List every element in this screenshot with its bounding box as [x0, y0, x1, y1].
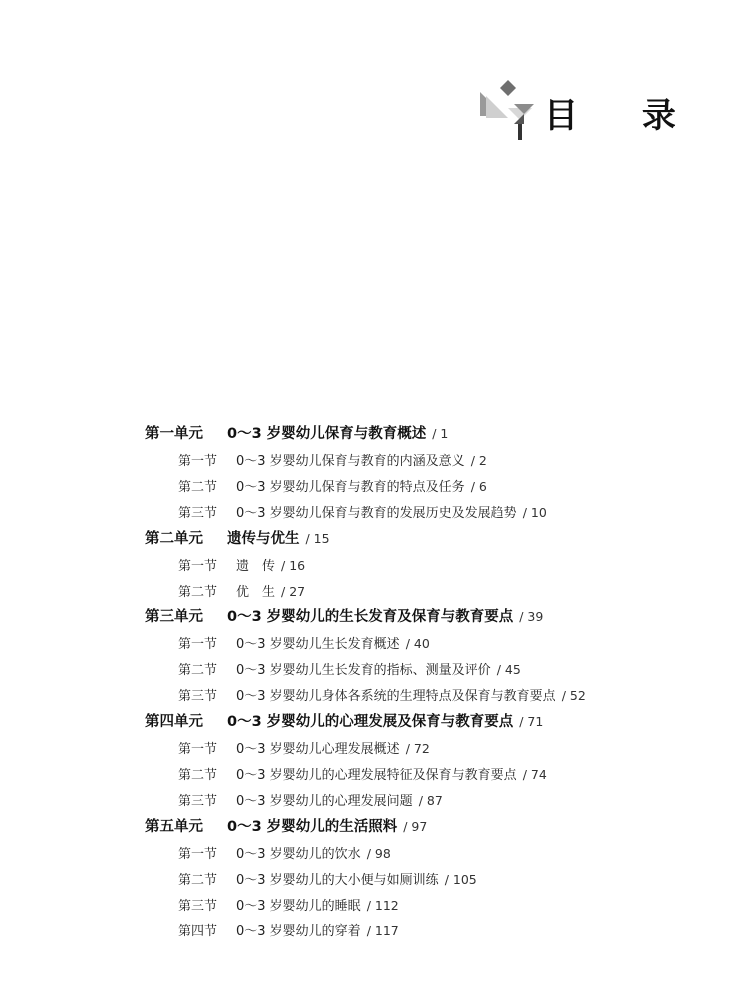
toc-title: 0～3 岁婴幼儿生长发育的指标、测量及评价	[236, 663, 491, 678]
toc-page: / 97	[403, 819, 428, 834]
toc-label: 第二节	[178, 663, 218, 678]
toc-title: 0～3 岁婴幼儿的生活照料	[227, 819, 398, 835]
toc-title: 优 生	[236, 585, 276, 600]
toc-title: 0～3 岁婴幼儿的心理发展特征及保育与教育要点	[236, 768, 517, 783]
toc-label: 第一节	[178, 454, 218, 469]
toc-section[interactable]	[178, 765, 547, 786]
toc-section[interactable]	[178, 791, 443, 812]
page-title: 目 录	[544, 96, 702, 136]
toc-section[interactable]	[178, 503, 547, 524]
toc-title: 0～3 岁婴幼儿的穿着	[236, 924, 361, 939]
toc-section[interactable]	[178, 896, 399, 917]
toc-label: 第二节	[178, 480, 218, 495]
toc-label: 第三单元	[145, 609, 203, 625]
toc-title: 0～3 岁婴幼儿保育与教育概述	[227, 426, 427, 442]
toc-section[interactable]	[178, 582, 305, 603]
toc-page: / 27	[281, 584, 306, 599]
toc-section[interactable]	[178, 660, 521, 681]
toc-section[interactable]	[178, 844, 391, 865]
toc-page: / 72	[405, 741, 430, 756]
toc-section[interactable]	[178, 477, 487, 498]
toc-unit[interactable]	[145, 607, 543, 627]
toc-page: / 105	[444, 872, 477, 887]
toc-page: / 39	[519, 609, 544, 624]
toc-label: 第一节	[178, 847, 218, 862]
toc-label: 第二单元	[145, 531, 203, 547]
toc-page: / 98	[366, 846, 391, 861]
toc-page: / 71	[519, 714, 544, 729]
toc-unit[interactable]	[145, 712, 543, 732]
toc-header	[478, 78, 702, 148]
toc-label: 第二节	[178, 873, 218, 888]
toc-label: 第四单元	[145, 714, 203, 730]
toc-title: 遗 传	[236, 559, 276, 574]
toc-page: / 6	[470, 479, 487, 494]
toc-unit[interactable]	[145, 817, 427, 837]
toc-label: 第三节	[178, 689, 218, 704]
toc-unit[interactable]	[145, 529, 330, 549]
toc-title: 0～3 岁婴幼儿保育与教育的内涵及意义	[236, 454, 465, 469]
toc-label: 第一节	[178, 742, 218, 757]
toc-title: 0～3 岁婴幼儿身体各系统的生理特点及保育与教育要点	[236, 689, 556, 704]
toc-unit[interactable]	[145, 424, 448, 444]
toc-page: / 2	[470, 453, 487, 468]
toc-label: 第二节	[178, 585, 218, 600]
toc-label: 第二节	[178, 768, 218, 783]
toc-page: / 117	[366, 923, 399, 938]
toc-label: 第一节	[178, 637, 218, 652]
toc-label: 第四节	[178, 924, 218, 939]
toc-title: 0～3 岁婴幼儿保育与教育的特点及任务	[236, 480, 465, 495]
toc-page: / 74	[522, 767, 547, 782]
tangram-logo-icon	[478, 78, 538, 142]
toc-label: 第三节	[178, 506, 218, 521]
toc-title: 0～3 岁婴幼儿的生长发育及保育与教育要点	[227, 609, 514, 625]
toc-page: / 87	[418, 793, 443, 808]
toc-title: 0～3 岁婴幼儿保育与教育的发展历史及发展趋势	[236, 506, 517, 521]
toc-section[interactable]	[178, 556, 305, 577]
toc-page: / 16	[281, 558, 306, 573]
toc-page: / 52	[561, 688, 586, 703]
toc-label: 第五单元	[145, 819, 203, 835]
toc-title: 遗传与优生	[227, 531, 300, 547]
toc-title: 0～3 岁婴幼儿生长发育概述	[236, 637, 400, 652]
toc-page: / 15	[305, 531, 330, 546]
toc-section[interactable]	[178, 686, 586, 707]
toc-label: 第一节	[178, 559, 218, 574]
toc-section[interactable]	[178, 739, 430, 760]
toc-label: 第三节	[178, 899, 218, 914]
toc-title: 0～3 岁婴幼儿的饮水	[236, 847, 361, 862]
toc-label: 第三节	[178, 794, 218, 809]
toc-title: 0～3 岁婴幼儿的大小便与如厕训练	[236, 873, 439, 888]
toc-section[interactable]	[178, 634, 430, 655]
toc-section[interactable]	[178, 451, 487, 472]
toc-section[interactable]	[178, 870, 477, 891]
toc-page: / 112	[366, 898, 399, 913]
toc-page: / 10	[522, 505, 547, 520]
toc-title: 0～3 岁婴幼儿的心理发展问题	[236, 794, 413, 809]
toc-page: / 40	[405, 636, 430, 651]
toc-title: 0～3 岁婴幼儿的心理发展及保育与教育要点	[227, 714, 514, 730]
toc-label: 第一单元	[145, 426, 203, 442]
toc-title: 0～3 岁婴幼儿心理发展概述	[236, 742, 400, 757]
toc-title: 0～3 岁婴幼儿的睡眠	[236, 899, 361, 914]
toc-section[interactable]	[178, 921, 399, 942]
toc-page: / 45	[496, 662, 521, 677]
toc-page: / 1	[432, 426, 449, 441]
